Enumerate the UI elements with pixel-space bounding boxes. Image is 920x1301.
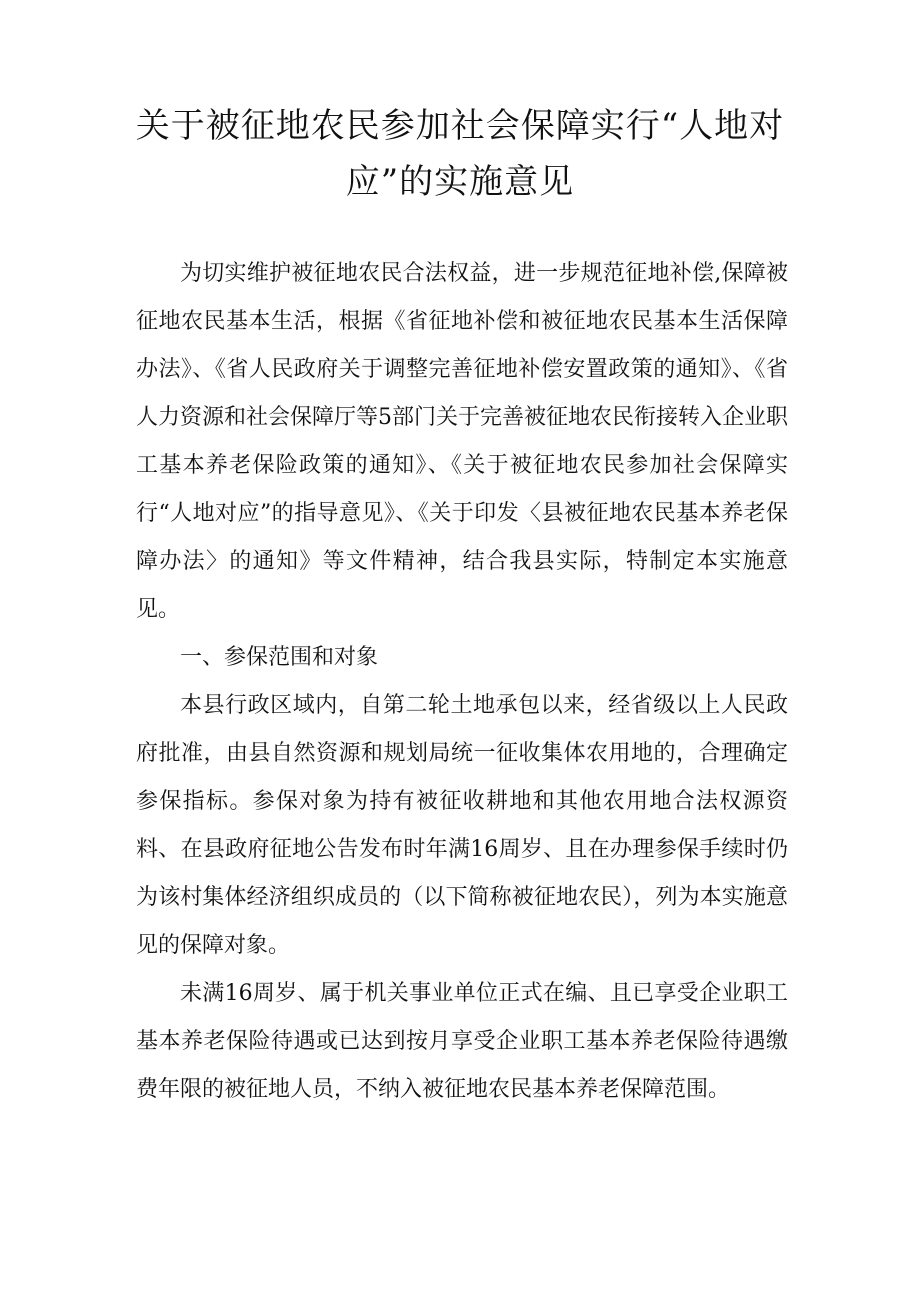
title-line-1: 关于被征地农民参加社会保障实行“人地对 xyxy=(135,106,785,146)
document-body xyxy=(136,250,788,1114)
document-title xyxy=(130,98,790,210)
exclusion-paragraph: 未满16周岁、属于机关事业单位正式在编、且已享受企业职工基本养老保险待遇或已达到按月享受企业职工基本养老保险待遇缴费年限的被征地人员，不纳入被征地农民基本养老保障范围。 xyxy=(136,981,788,1102)
intro-paragraph: 为切实维护被征地农民合法权益，进一步规范征地补偿,保障被征地农民基本生活，根据《省征地补偿和被征地农民基本生活保障办法》、《省人民政府关于调整完善征地补偿安置政策的通知》、《省人力资源和社会保障厅等5部门关于完善被征地农民衔接转入企业职工基本养老保险政策的通知》、《关于被征地农民参加社会保障实行“人地对应”的指导意见》、《关于印发〈县被征地农民基本养老保障办法〉的通知》等文件精神，结合我县实际，特制定本实施意见。 xyxy=(136,261,788,622)
title-line-2: 应”的实施意见 xyxy=(345,162,575,202)
section-heading-scope: 一、参保范围和对象 xyxy=(180,645,379,670)
scope-paragraph: 本县行政区域内，自第二轮土地承包以来，经省级以上人民政府批准，由县自然资源和规划局统一征收集体农用地的，合理确定参保指标。参保对象为持有被征收耕地和其他农用地合法权源资料、在县政府征地公告发布时年满16周岁、且在办理参保手续时仍为该村集体经济组织成员的（以下简称被征地农民），列为本实施意见的保障对象。 xyxy=(136,693,788,958)
